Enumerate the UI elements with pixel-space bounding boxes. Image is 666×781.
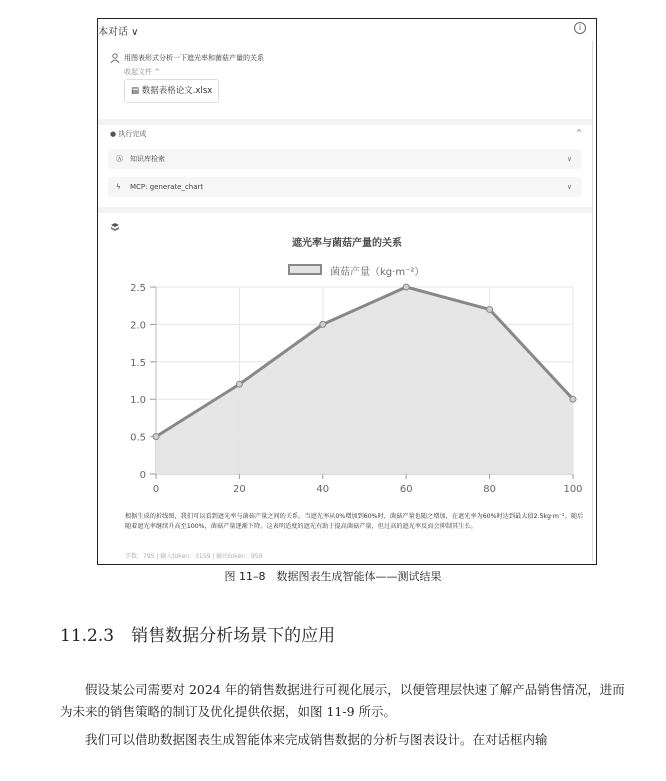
search-icon: Ⓐ [116, 155, 123, 163]
chevron-down-icon[interactable]: ∨ [566, 155, 572, 163]
data-point[interactable] [403, 284, 409, 290]
agent-icon [110, 222, 120, 232]
token-stats: 字数：795 | 输入token：3159 | 输出token：959 [125, 553, 263, 560]
data-point[interactable] [236, 381, 242, 387]
y-tick-label: 2.0 [130, 320, 146, 332]
collapse-files-toggle[interactable]: 收起文件 ^ [124, 68, 161, 76]
x-tick-label: 60 [399, 484, 413, 495]
y-tick-label: 2.5 [130, 283, 146, 294]
chart-title: 遮光率与菌菇产量的关系 [292, 238, 402, 249]
y-tick-label: 1.0 [130, 395, 146, 407]
chevron-up-icon[interactable]: ^ [576, 129, 582, 137]
figure-caption: 图 11–8 数据图表生成智能体——测试结果 [224, 570, 442, 583]
chart-summary: 根据生成的折线图，我们可以看到遮光率与菌菇产量之间的关系。当遮光率从0%增加到60%时，菌菇产量也随之增加，在遮光率为60%时达到最大值2.5kg·m⁻²。随后随着遮光率继续升高至100%，菌菇产量逐渐下降。这表明适度的遮光有助于提高菌菇产量，但过高的遮光率反而会抑制其生长。 [125, 513, 584, 530]
status-label: 执行完成 [118, 130, 147, 138]
file-name: 数据表格论文.xlsx [141, 86, 213, 96]
y-tick-label: 1.5 [130, 357, 146, 369]
x-tick-label: 80 [483, 484, 496, 495]
data-point[interactable] [153, 434, 159, 440]
data-point[interactable] [570, 396, 576, 402]
step-label: 知识库检索 [130, 155, 165, 163]
user-icon [110, 53, 120, 63]
dialog-header [98, 19, 596, 41]
y-tick-label: 0 [139, 470, 146, 481]
file-icon: ▤ [131, 86, 140, 96]
execution-status[interactable] [110, 129, 584, 139]
chevron-down-icon[interactable]: ∨ [566, 183, 572, 191]
x-tick-label: 100 [563, 484, 583, 495]
info-icon[interactable]: i [574, 22, 586, 34]
tool-icon: ϟ [116, 183, 121, 191]
line-chart [98, 277, 596, 512]
data-point[interactable] [487, 306, 493, 312]
step-label: MCP: generate_chart [130, 183, 204, 191]
series-area [156, 287, 573, 474]
user-prompt: 用图表形式分析一下遮光率和菌菇产量的关系 [124, 54, 264, 62]
step-knowledge-search[interactable] [108, 149, 582, 169]
x-tick-label: 40 [316, 484, 330, 495]
check-icon: ● [110, 130, 117, 138]
divider [98, 207, 592, 213]
dialog-title[interactable]: 本对话 ∨ [98, 27, 139, 38]
x-tick-label: 20 [233, 484, 246, 495]
legend-swatch[interactable] [288, 264, 322, 275]
x-tick-label: 0 [152, 484, 160, 495]
paragraph: 假设某公司需要对 2024 年的销售数据进行可视化展示，以便管理层快速了解产品销售情况，进而为未来的销售策略的制订及优化提供依据，如图 11-9 所示。 [60, 682, 625, 719]
paragraph: 我们可以借助数据图表生成智能体来完成销售数据的分析与图表设计。在对话框内输 [85, 732, 548, 747]
y-tick-label: 0.5 [130, 432, 146, 444]
app-screenshot [97, 18, 597, 565]
attached-file[interactable] [124, 79, 219, 103]
data-point[interactable] [320, 321, 326, 327]
legend-label: 菌菇产量（kg·m⁻²） [330, 267, 425, 278]
divider [98, 119, 592, 125]
section-heading: 11.2.3 销售数据分析场景下的应用 [60, 626, 336, 646]
step-mcp-chart[interactable] [108, 177, 582, 197]
